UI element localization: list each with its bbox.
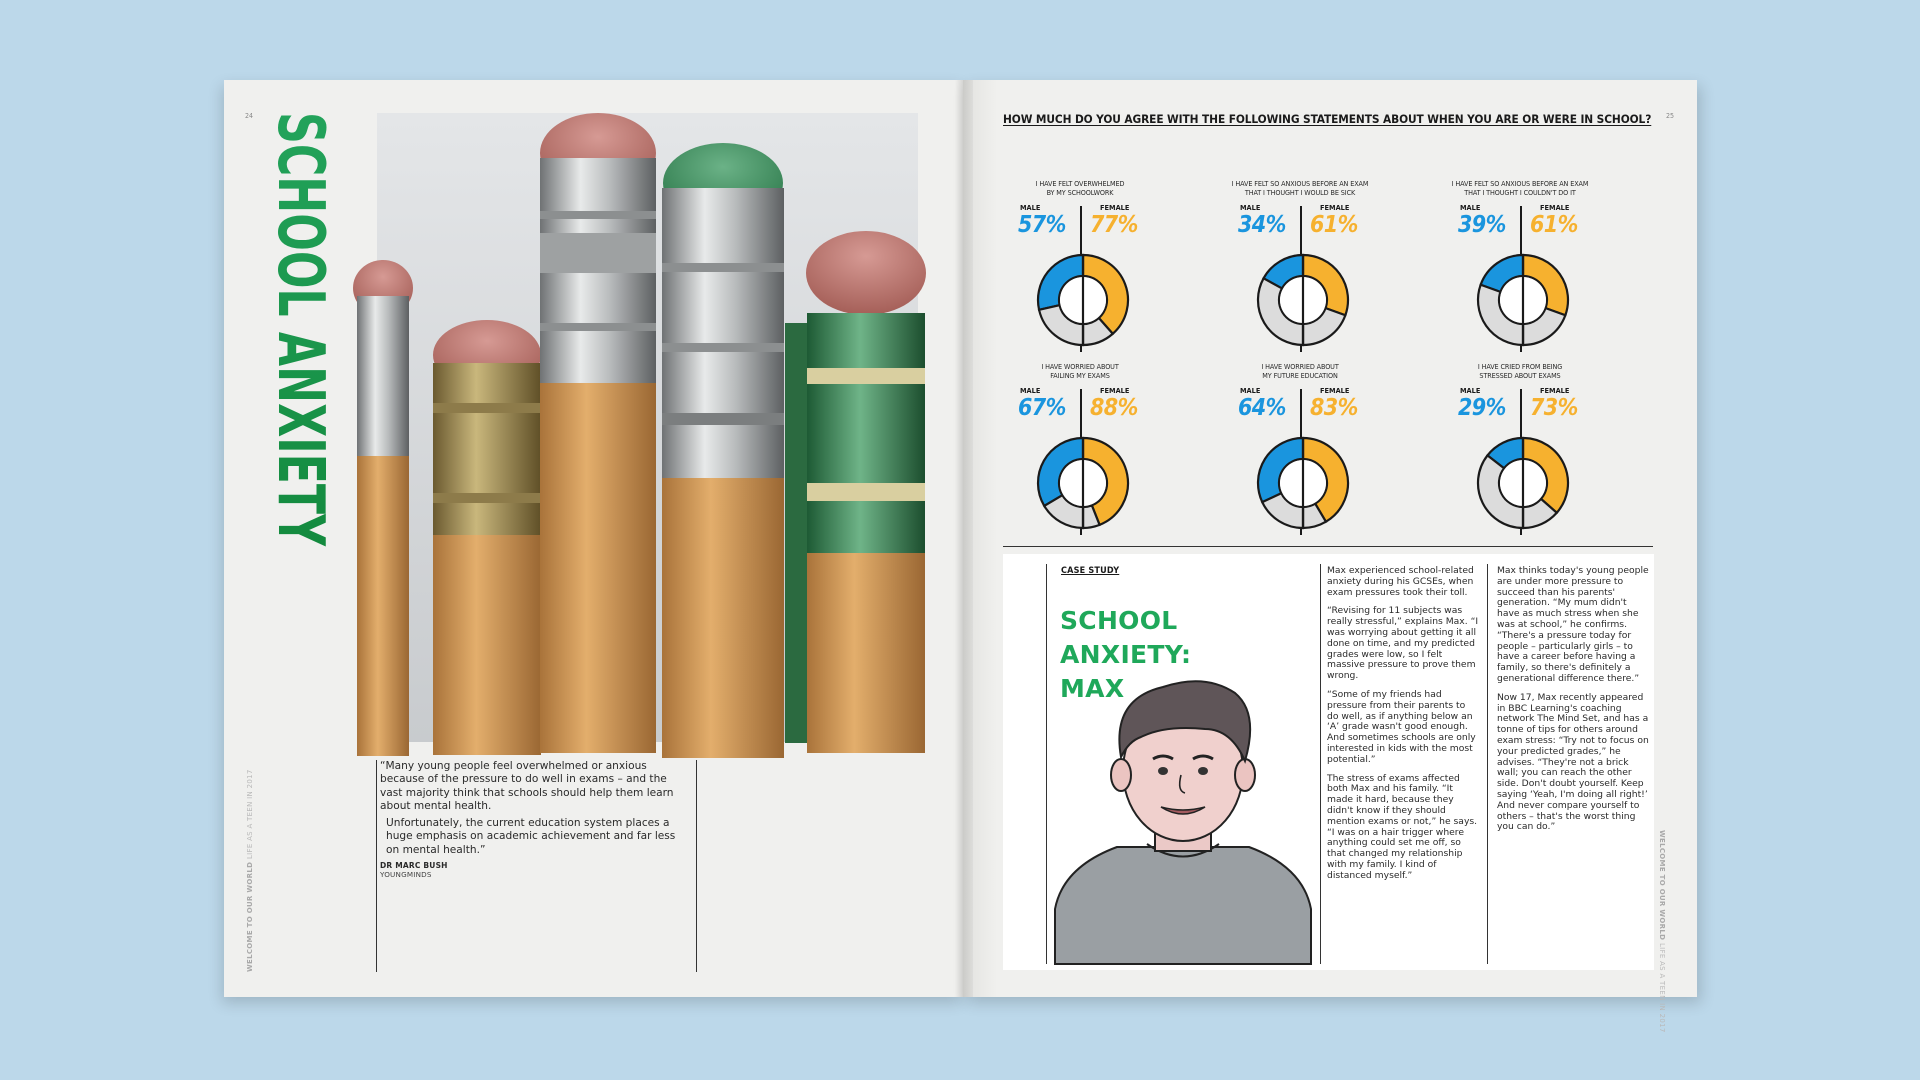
- female-percentage: 83%: [1310, 395, 1358, 421]
- male-percentage: 39%: [1458, 212, 1506, 238]
- stat-statement-line-1: I HAVE WORRIED ABOUT: [1261, 362, 1339, 371]
- footer-bold-text: WELCOME TO OUR WORLD: [246, 861, 254, 972]
- stat-statement-line-2: STRESSED ABOUT EXAMS: [1479, 370, 1561, 380]
- stat-statement-line-1: I HAVE CRIED FROM BEING: [1477, 362, 1563, 371]
- stat-donut-chart: [1255, 252, 1351, 348]
- stat-statement: [990, 180, 1170, 197]
- stat-statement-line-1: I HAVE FELT OVERWHELMED: [1035, 179, 1125, 188]
- male-percentage: 29%: [1458, 395, 1506, 421]
- case-rule-middle: [1320, 564, 1321, 964]
- stat-statement-line-2: FAILING MY EXAMS: [1050, 370, 1110, 380]
- stat-statement-line-2: THAT I THOUGHT I WOULD BE SICK: [1244, 187, 1356, 197]
- case-study-label: CASE STUDY: [1061, 566, 1120, 576]
- case-study-paragraph: Max experienced school-related anxiety during his GCSEs, when exam pressures took their toll.: [1327, 565, 1474, 598]
- vertical-title: [263, 112, 346, 678]
- stat-statement: [990, 363, 1170, 380]
- right-page-number: 25: [1666, 112, 1675, 120]
- max-portrait-illustration: [1055, 679, 1311, 964]
- case-study-box: [1003, 554, 1654, 970]
- vertical-title-text: SCHOOL ANXIETY: [263, 112, 337, 678]
- case-study-column-2: [1497, 566, 1649, 841]
- stat-item: [1210, 180, 1390, 360]
- left-page-number: 24: [245, 112, 254, 120]
- male-label: MALE: [1460, 387, 1481, 395]
- stat-statement-line-1: I HAVE WORRIED ABOUT: [1041, 362, 1119, 371]
- stat-item: [1210, 363, 1390, 543]
- female-label: FEMALE: [1540, 204, 1570, 212]
- stat-statement-line-1: I HAVE FELT SO ANXIOUS BEFORE AN EXAM: [1231, 179, 1369, 188]
- stat-item: [1430, 363, 1610, 543]
- stat-statement: [1210, 180, 1390, 197]
- pencils-photo: [377, 113, 918, 742]
- male-percentage: 64%: [1238, 395, 1286, 421]
- female-percentage: 61%: [1530, 212, 1578, 238]
- female-percentage: 73%: [1530, 395, 1578, 421]
- right-side-footer: [1658, 830, 1666, 1033]
- female-label: FEMALE: [1320, 204, 1350, 212]
- male-percentage: 67%: [1018, 395, 1066, 421]
- stat-statement-line-1: I HAVE FELT SO ANXIOUS BEFORE AN EXAM: [1451, 179, 1589, 188]
- footer-light-text: LIFE AS A TEEN IN 2017: [1658, 942, 1666, 1033]
- female-label: FEMALE: [1100, 387, 1130, 395]
- footer-light-text: LIFE AS A TEEN IN 2017: [246, 769, 254, 860]
- stat-item: [990, 180, 1170, 360]
- male-label: MALE: [1240, 204, 1261, 212]
- female-percentage: 61%: [1310, 212, 1358, 238]
- case-study-paragraph: The stress of exams affected both Max and his family. “It made it hard, because they didn't know if they should mention exams or not,” he says. “I was on a hair trigger where anything could set me off, so that changed my relationship with my family. I kind of distanced myself.”: [1327, 772, 1478, 881]
- page-spine: [955, 80, 973, 997]
- stat-statement: [1430, 180, 1610, 197]
- male-percentage: 57%: [1018, 212, 1066, 238]
- stat-donut-chart: [1035, 252, 1131, 348]
- survey-question: HOW MUCH DO YOU AGREE WITH THE FOLLOWING STATEMENTS ABOUT WHEN YOU ARE OR WERE IN SCHOOL?: [1003, 112, 1652, 126]
- left-side-footer: [246, 769, 254, 972]
- female-label: FEMALE: [1320, 387, 1350, 395]
- case-study-paragraph: Max thinks today's young people are under more pressure to succeed than his parents' generation. “My mum didn't have as much stress when she was at school,” he confirms. “There's a pressure today for people – particularly girls – to have a career before having a family, so there's definitely a generational difference there.”: [1497, 565, 1649, 684]
- case-study-paragraph: “Some of my friends had pressure from their parents to do well, as if anything below an ‘A’ grade wasn't good enough. And sometimes schools are only interested in kids with the most potential.”: [1327, 688, 1476, 765]
- stat-statement-line-2: MY FUTURE EDUCATION: [1262, 370, 1338, 380]
- case-study-paragraph: “Revising for 11 subjects was really stressful,” explains Max. “I was worrying about getting it all done on time, and my predicted grades were low, so I felt massive pressure to prove them wrong.: [1327, 605, 1479, 682]
- case-rule-right: [1487, 564, 1488, 964]
- male-label: MALE: [1240, 387, 1261, 395]
- female-label: FEMALE: [1540, 387, 1570, 395]
- male-label: MALE: [1020, 204, 1041, 212]
- stat-donut-chart: [1035, 435, 1131, 531]
- stat-item: [990, 363, 1170, 543]
- case-study-title-line-1: SCHOOL ANXIETY:: [1060, 606, 1192, 669]
- quote-rule-left: [376, 760, 377, 972]
- stat-statement: [1210, 363, 1390, 380]
- female-label: FEMALE: [1100, 204, 1130, 212]
- case-study-title-line-2: MAX: [1060, 674, 1125, 703]
- quote-paragraph-2: Unfortunately, the current education system places a huge emphasis on academic achievement and far less on mental health.”: [386, 817, 676, 856]
- quote-author: DR MARC BUSH: [380, 861, 448, 871]
- female-percentage: 77%: [1090, 212, 1138, 238]
- quote-paragraph-1: “Many young people feel overwhelmed or anxious because of the pressure to do well in exams – and the vast majority think that schools should help them learn about mental health.: [380, 760, 674, 812]
- section-divider: [1003, 546, 1653, 547]
- case-study-column-1: [1327, 566, 1479, 890]
- stat-donut-chart: [1475, 435, 1571, 531]
- stat-donut-chart: [1255, 435, 1351, 531]
- male-percentage: 34%: [1238, 212, 1286, 238]
- male-label: MALE: [1020, 387, 1041, 395]
- male-label: MALE: [1460, 204, 1481, 212]
- pull-quote: [380, 760, 690, 879]
- case-study-paragraph: Now 17, Max recently appeared in BBC Learning's coaching network The Mind Set, and has a tonne of tips for others around exam stress: “Try not to focus on your predicted grades,” he advises. “They're not a brick wall; you can reach the other side. Don't doubt yourself. Keep saying ‘Yeah, I'm doing all right!’ And never compare yourself to others – that's the worst thing you can do.”: [1497, 691, 1649, 833]
- female-percentage: 88%: [1090, 395, 1138, 421]
- stat-statement-line-2: THAT I THOUGHT I COULDN'T DO IT: [1464, 187, 1576, 197]
- quote-rule-right: [696, 760, 697, 972]
- quote-organisation: YOUNGMINDS: [380, 870, 432, 880]
- case-rule-left: [1046, 564, 1047, 964]
- footer-bold-text: WELCOME TO OUR WORLD: [1658, 830, 1666, 941]
- stat-statement-line-2: BY MY SCHOOLWORK: [1046, 187, 1114, 197]
- stat-item: [1430, 180, 1610, 360]
- stat-statement: [1430, 363, 1610, 380]
- stat-donut-chart: [1475, 252, 1571, 348]
